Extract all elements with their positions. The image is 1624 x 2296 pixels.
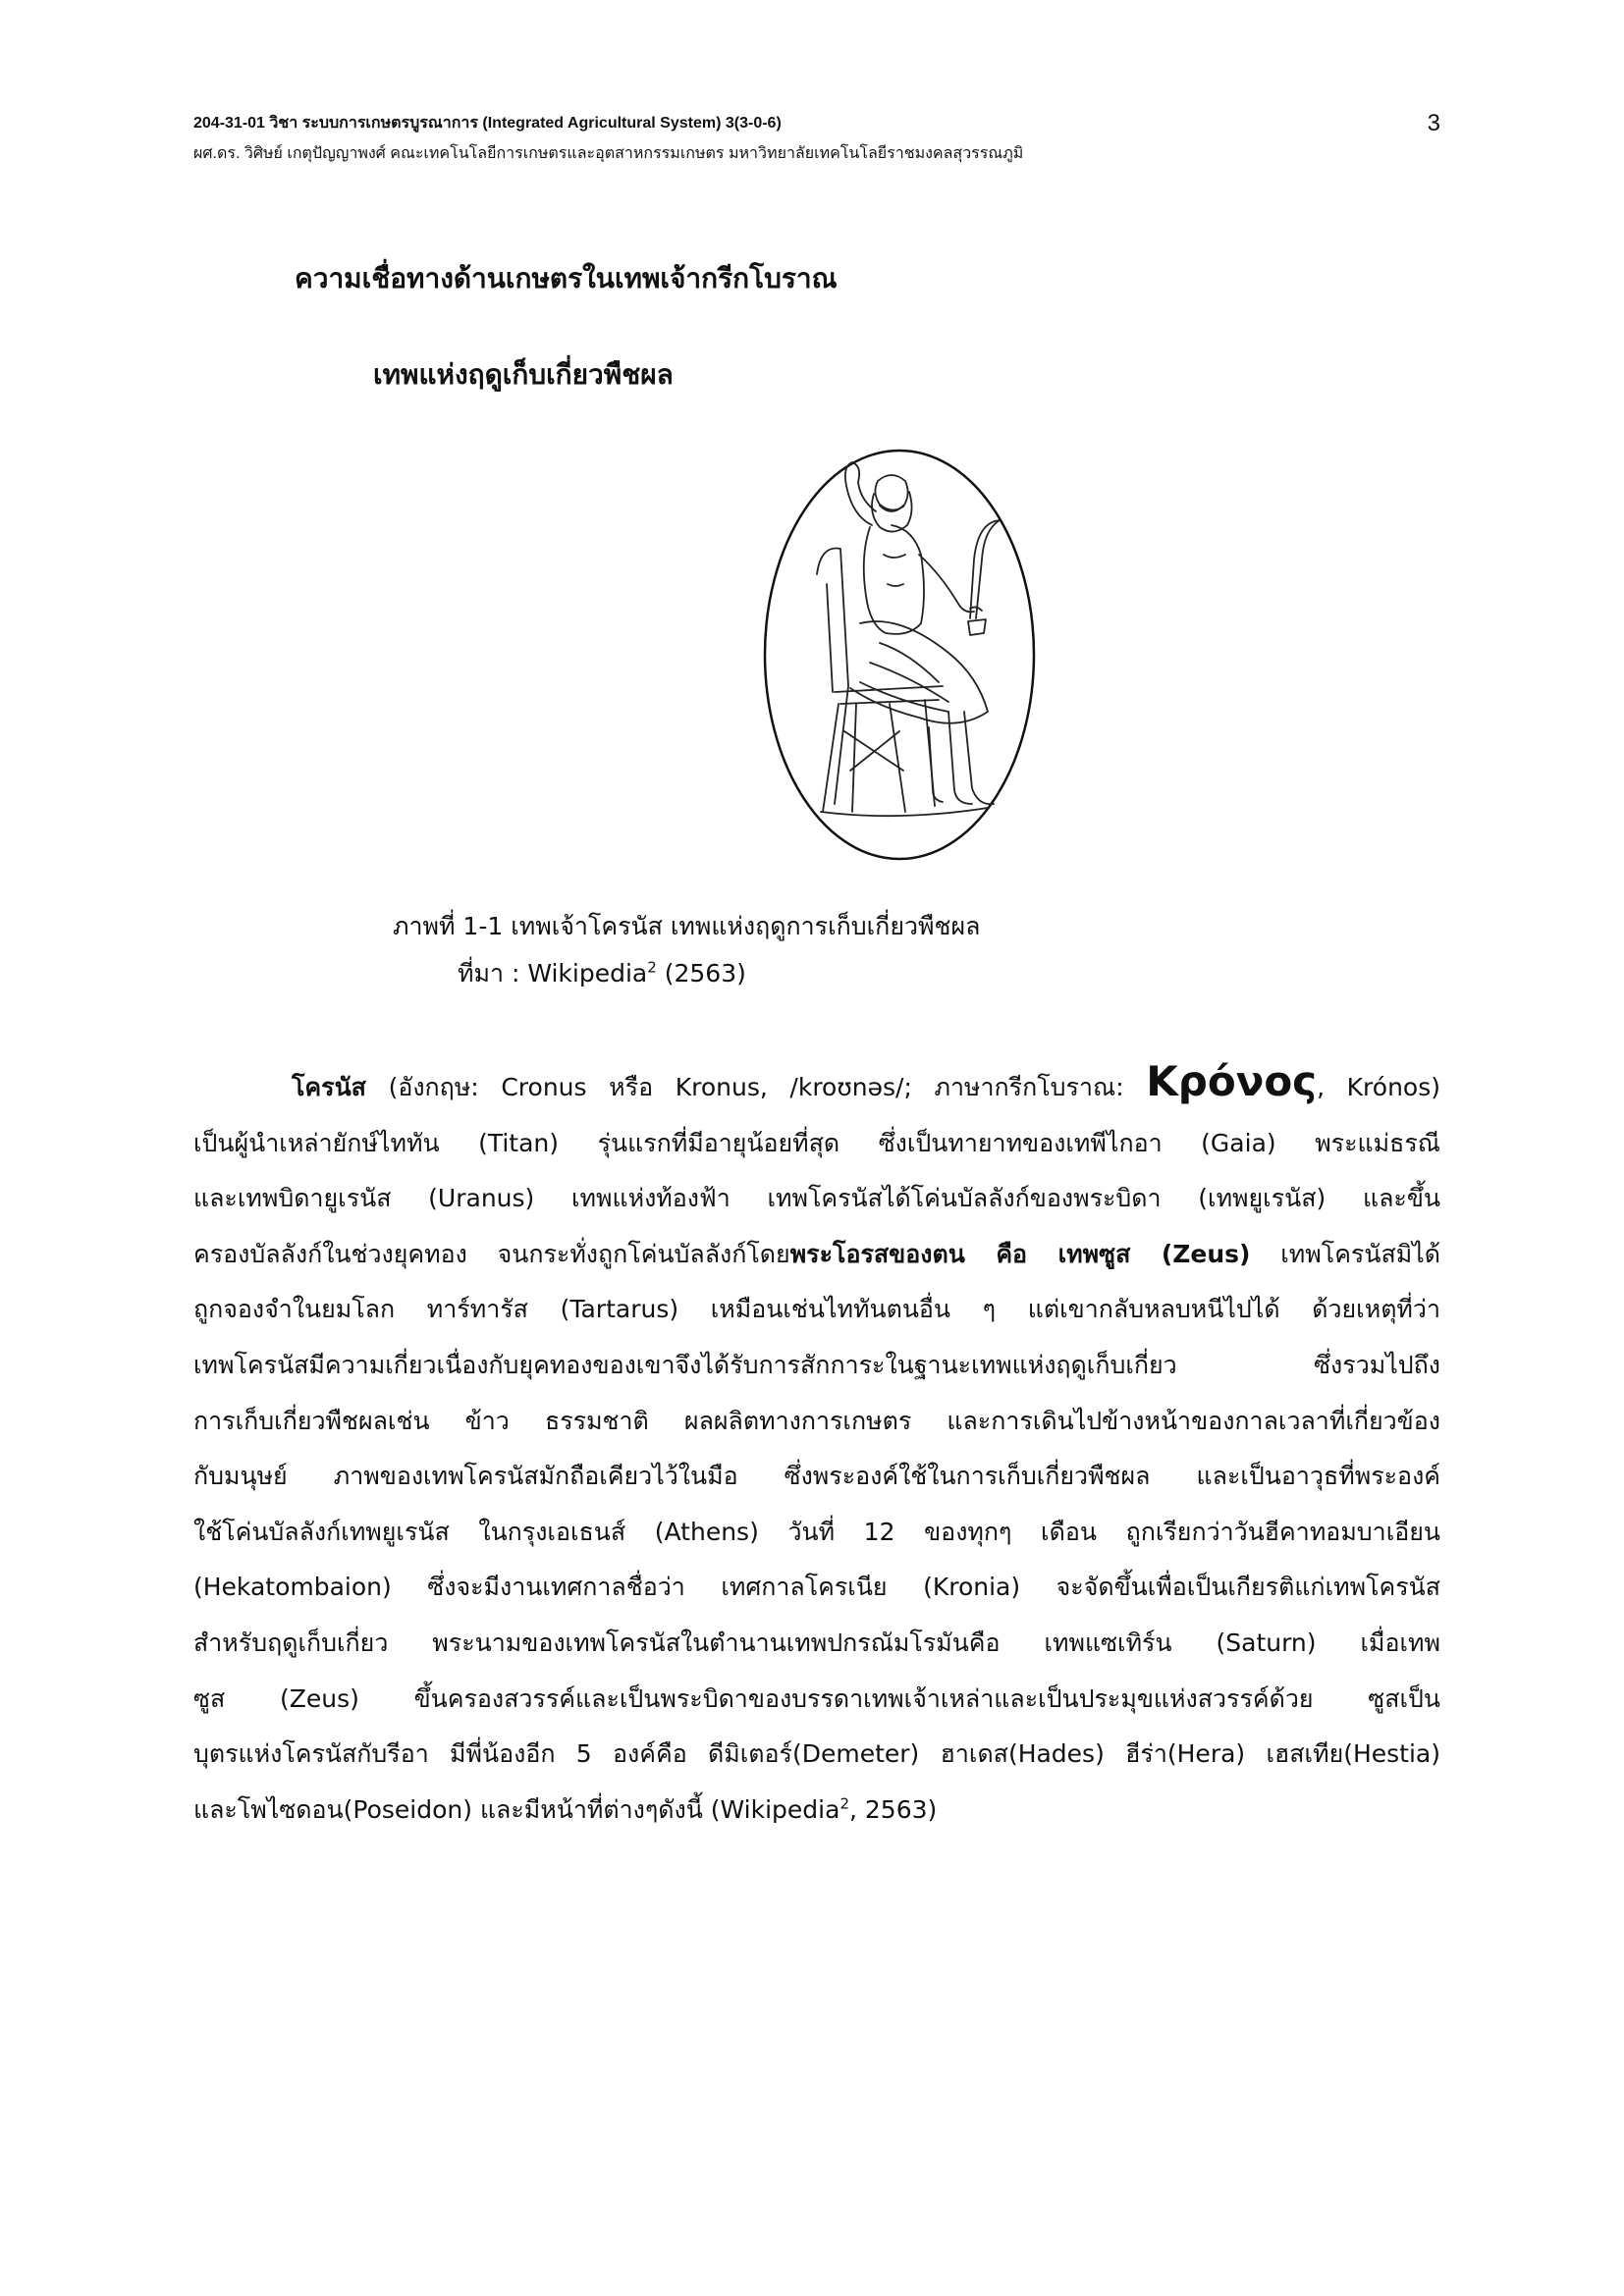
paragraph-line: บุตรแห่งโครนัสกับรีอา มีพี่น้องอีก 5 องค์คือ ดีมิเตอร์(Demeter) ฮาเดส(Hades) ฮีร่า(Hera) เฮสเทีย(Hestia) — [193, 1739, 1440, 1769]
source-year: (2563) — [656, 959, 746, 988]
body-paragraph — [193, 1057, 1440, 1838]
citation-sup: 2 — [839, 1794, 849, 1813]
page-header — [193, 110, 1440, 171]
source-label: ที่มา : Wikipedia — [458, 959, 648, 988]
cronus-name: โครนัส — [292, 1073, 366, 1101]
paragraph-line: ถูกจองจำในยมโลก ทาร์ทารัส (Tartarus) เหมือนเช่นไททันตนอื่น ๆ แต่เขากลับหลบหนีไปได้ ด้วยเหตุที่ว่า — [193, 1295, 1440, 1324]
paragraph-line: (Hekatombaion) ซึ่งจะมีงานเทศกาลชื่อว่า เทศกาลโครเนีย (Kronia) จะจัดขึ้นเพื่อเป็นเกียรติแก่เทพโครนัส — [193, 1573, 1440, 1602]
line-text: และโพไซดอน(Poseidon) และมีหน้าที่ต่างๆดังนี้ (Wikipedia — [193, 1794, 840, 1824]
caption-title: ภาพที่ 1-1 เทพเจ้าโครนัส เทพแห่งฤดูการเก็บเกี่ยวพืชผล — [393, 912, 981, 940]
greek-name: Κρόνος — [1146, 1057, 1318, 1105]
paragraph-line: การเก็บเกี่ยวพืชผลเช่น ข้าว ธรรมชาติ ผลผลิตทางการเกษตร และการเดินไปข้างหน้าของกาลเวลาที่เกี่ยวข้อง — [193, 1406, 1440, 1435]
line-text: ครองบัลลังก์ในช่วงยุคทอง จนกระทั่งถูกโค่นบัลลังก์โดย — [193, 1239, 790, 1268]
line-text: (อังกฤษ: Cronus หรือ Kronus, /kroʊnəs/; ภาษากรีกโบราณ: — [365, 1073, 1147, 1101]
paragraph-line: เป็นผู้นำเหล่ายักษ์ไททัน (Titan) รุ่นแรกที่มีอายุน้อยที่สุด ซึ่งเป็นทายาทของเทพีไกอา (Gaia) พระแม่ธรณี — [193, 1128, 1440, 1157]
subsection-title: เทพแห่งฤดูเก็บเกี่ยวพืชผล — [373, 358, 674, 391]
caption-source — [393, 950, 980, 997]
line-text: เทพโครนัสมิได้ — [1250, 1239, 1440, 1268]
paragraph-line — [193, 1057, 1440, 1116]
zeus-bold: พระโอรสของตน คือ เทพซูส (Zeus) — [789, 1239, 1251, 1268]
paragraph-line: ซูส (Zeus) ขึ้นครองสวรรค์และเป็นพระบิดาของบรรดาเทพเจ้าเหล่าและเป็นประมุขแห่งสวรรค์ด้วย ซูสเป็น — [193, 1683, 1440, 1713]
line-text: , 2563) — [848, 1794, 938, 1824]
page-number: 3 — [1427, 110, 1440, 136]
paragraph-line: และเทพบิดายูเรนัส (Uranus) เทพแห่งท้องฟ้า เทพโครนัสได้โค่นบัลลังก์ของพระบิดา (เทพยูเรนัส) และขึ้น — [193, 1184, 1440, 1213]
paragraph-line: เทพโครนัสมีความเกี่ยวเนื่องกับยุคทองของเขาจึงได้รับการสักการะในฐานะเทพแห่งฤดูเก็บเกี่ยว ซึ่งรวมไปถึง — [193, 1350, 1440, 1379]
cronus-illustration — [762, 447, 1037, 864]
paragraph-line — [193, 1227, 1440, 1283]
source-sup: 2 — [647, 958, 657, 977]
paragraph-line: กับมนุษย์ ภาพของเทพโครนัสมักถือเคียวไว้ในมือ ซึ่งพระองค์ใช้ในการเก็บเกี่ยวพืชผล และเป็นอาวุธที่พระองค์ — [193, 1462, 1440, 1491]
section-title: ความเชื่อทางด้านเกษตรในเทพเจ้ากรีกโบราณ — [295, 262, 838, 294]
course-line: 204-31-01 วิชา ระบบการเกษตรบูรณาการ (Integrated Agricultural System) 3(3-0-6) — [193, 115, 782, 132]
paragraph-line: สำหรับฤดูเก็บเกี่ยว พระนามของเทพโครนัสในตำนานเทพปกรณัมโรมันคือ เทพแซเทิร์น (Saturn) เมื่อเทพ — [193, 1628, 1440, 1657]
author-line: ผศ.ดร. วิศิษย์ เกตุปัญญาพงศ์ คณะเทคโนโลยีการเกษตรและอุตสาหกรรมเกษตร มหาวิทยาลัยเทคโนโลยีราชมงคลสุวรรณภูมิ — [193, 145, 1024, 162]
figure-caption — [393, 903, 980, 997]
line-text: , Krónos) — [1317, 1073, 1440, 1101]
paragraph-line: ใช้โค่นบัลลังก์เทพยูเรนัส ในกรุงเอเธนส์ (Athens) วันที่ 12 ของทุกๆ เดือน ถูกเรียกว่าวันฮีคาทอมบาเอียน — [193, 1517, 1440, 1546]
paragraph-line — [193, 1783, 1440, 1839]
